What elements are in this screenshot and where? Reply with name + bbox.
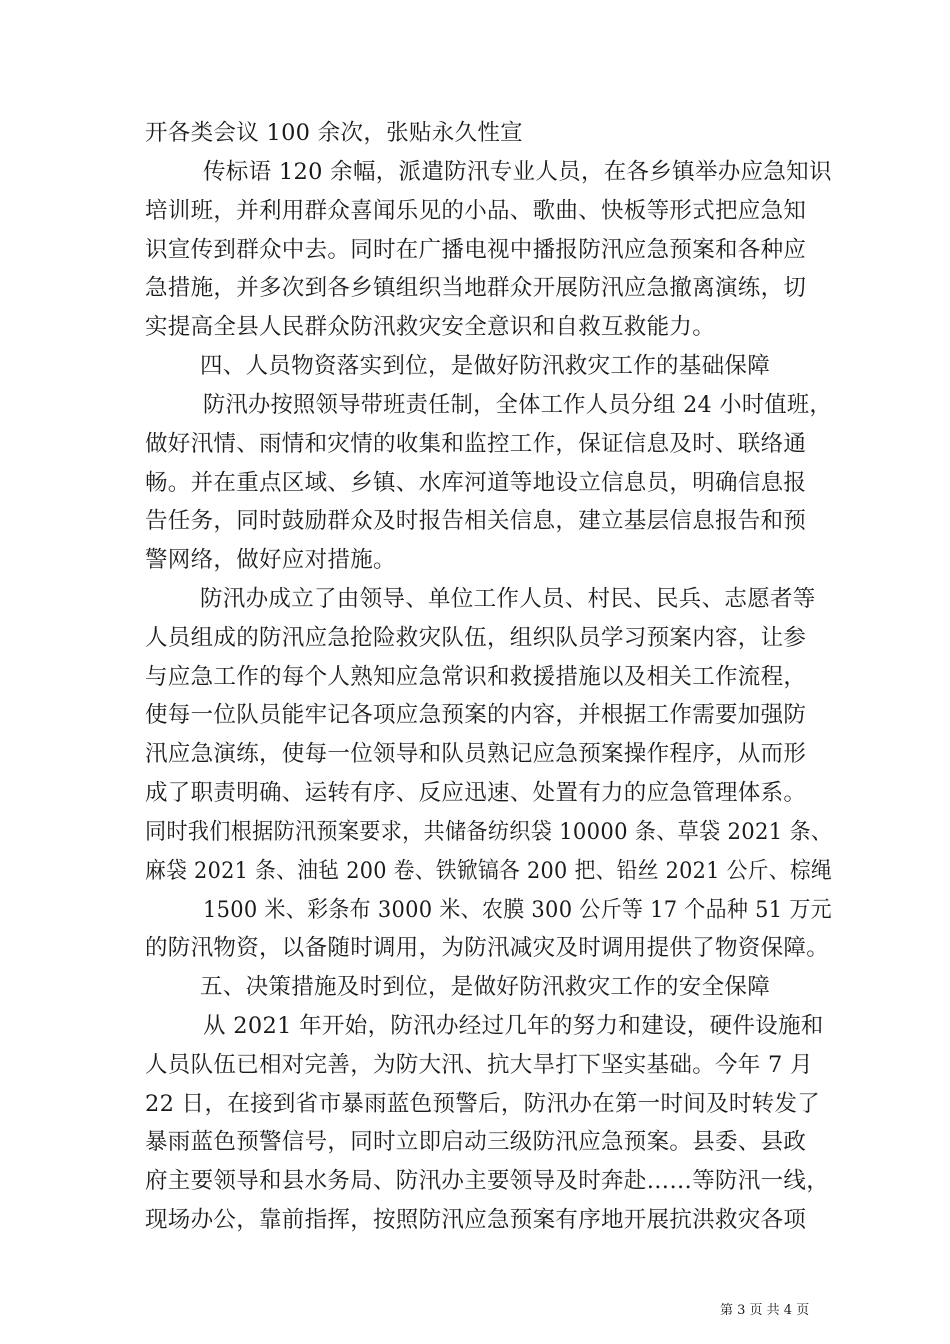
text-line: 的防汛物资，以备随时调用，为防汛减灾及时调用提供了物资保障。 bbox=[145, 935, 830, 961]
text-line: 人员组成的防汛应急抢险救灾队伍，组织队员学习预案内容，让参 bbox=[145, 625, 807, 651]
section-heading: 五、决策措施及时到位，是做好防汛救灾工作的安全保障 bbox=[200, 974, 771, 1000]
text-line: 警网络，做好应对措施。 bbox=[145, 547, 396, 573]
page-number: 第 3 页 共 4 页 bbox=[720, 1303, 810, 1318]
text-line: 从 2021 年开始，防汛办经过几年的努力和建设，硬件设施和 bbox=[203, 1013, 824, 1039]
text-line: 防汛办成立了由领导、单位工作人员、村民、民兵、志愿者等 bbox=[200, 586, 816, 612]
text-line: 识宣传到群众中去。同时在广播电视中播报防汛应急预案和各种应 bbox=[145, 237, 807, 263]
text-line: 与应急工作的每个人熟知应急常识和救援措施以及相关工作流程， bbox=[145, 664, 807, 690]
text-line: 防汛办按照领导带班责任制，全体工作人员分组 24 小时值班， bbox=[203, 392, 832, 418]
text-line: 培训班，并利用群众喜闻乐见的小品、歌曲、快板等形式把应急知 bbox=[145, 198, 807, 224]
text-line: 现场办公，靠前指挥，按照防汛应急预案有序地开展抗洪救灾各项 bbox=[145, 1207, 807, 1233]
text-line: 暴雨蓝色预警信号，同时立即启动三级防汛应急预案。县委、县政 bbox=[145, 1129, 807, 1155]
text-line: 实提高全县人民群众防汛救灾安全意识和自救互救能力。 bbox=[145, 314, 716, 340]
section-heading: 四、人员物资落实到位，是做好防汛救灾工作的基础保障 bbox=[200, 353, 771, 379]
text-line: 使每一位队员能牢记各项应急预案的内容，并根据工作需要加强防 bbox=[145, 702, 807, 728]
text-line: 急措施，并多次到各乡镇组织当地群众开展防汛应急撤离演练，切 bbox=[145, 275, 807, 301]
text-line: 22 日，在接到省市暴雨蓝色预警后，防汛办在第一时间及时转发了 bbox=[145, 1091, 821, 1117]
text-line: 麻袋 2021 条、油毡 200 卷、铁锨镐各 200 把、铅丝 2021 公斤、棕绳 bbox=[145, 858, 833, 884]
text-line: 开各类会议 100 余次，张贴永久性宣 bbox=[145, 120, 523, 146]
text-line: 做好汛情、雨情和灾情的收集和监控工作，保证信息及时、联络通 bbox=[145, 431, 807, 457]
text-line: 府主要领导和县水务局、防汛办主要领导及时奔赴……等防汛一线， bbox=[145, 1168, 830, 1194]
text-line: 同时我们根据防汛预案要求，共储备纺织袋 10000 条、草袋 2021 条、 bbox=[145, 819, 833, 845]
text-line: 传标语 120 余幅，派遣防汛专业人员，在各乡镇举办应急知识 bbox=[203, 159, 832, 185]
text-line: 告任务，同时鼓励群众及时报告相关信息，建立基层信息报告和预 bbox=[145, 508, 807, 534]
text-line: 人员队伍已相对完善，为防大汛、抗大旱打下坚实基础。今年 7 月 bbox=[145, 1052, 813, 1078]
text-line: 成了职责明确、运转有序、反应迅速、处置有力的应急管理体系。 bbox=[145, 780, 807, 806]
text-line: 畅。并在重点区域、乡镇、水库河道等地设立信息员，明确信息报 bbox=[145, 470, 807, 496]
text-line: 1500 米、彩条布 3000 米、农膜 300 公斤等 17 个品种 51 万元 bbox=[203, 897, 832, 923]
text-line: 汛应急演练，使每一位领导和队员熟记应急预案操作程序，从而形 bbox=[145, 741, 807, 767]
